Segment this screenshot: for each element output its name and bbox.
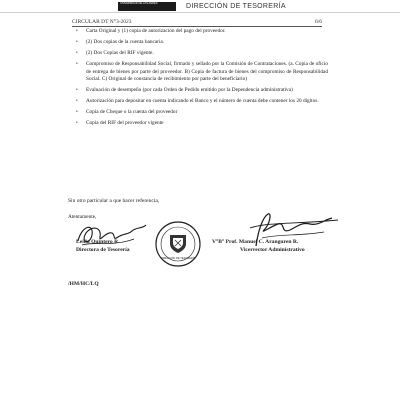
reference-initials: /HM/HC/LQ (68, 281, 99, 287)
circular-number: CIRCULAR DT N°3-2023 (72, 19, 132, 25)
list-item: • (2) Dos copias de la cuenta bancaria. (76, 38, 165, 45)
bullet-icon: • (76, 29, 78, 34)
list-item: • Copia de Cheque o la cuenta del proveedor (76, 109, 178, 116)
list-item: • (2) Dos Copias del RIF vigente. (76, 49, 154, 56)
greeting-line: Atentamente, (68, 214, 97, 220)
list-item: • Evaluación de desempeño (por cada Orden de Pedido emitido por la Dependencia administrativa) (76, 87, 293, 94)
department-title: DIRECCIÓN DE TESORERÍA (186, 2, 286, 10)
right-signatory-block (212, 238, 305, 254)
bullet-icon: • (76, 50, 78, 56)
letterhead (118, 0, 286, 12)
reference-underline (72, 26, 322, 27)
circular-reference-line (72, 19, 322, 25)
closing-line: Sin otro particular a que hacer referencia, (68, 198, 160, 204)
bullet-icon: • (76, 88, 78, 94)
seal-text: DIRECCIÓN DE TESORERÍA (160, 257, 196, 260)
right-signatory-role: Vicerrector Administrativo (240, 247, 305, 253)
left-signatory-name: Leida Quintero R. (76, 239, 120, 245)
left-signatory-block (76, 238, 130, 254)
bullet-icon: • (76, 121, 78, 127)
page-number: 6/6 (314, 19, 322, 25)
university-logo: UNIVERSIDAD DE LOS ANDES (118, 2, 176, 11)
header-divider (0, 12, 400, 13)
list-item: • Carta Original y (1) copia de autorización del pago del proveedor. (76, 28, 226, 34)
list-item: • Autorización para depositar en cuenta indicando el Banco y el número de cuenta debe contener los 20 dígitos. (76, 98, 319, 105)
list-item: • Copia del RIF del proveedor vigente (76, 120, 164, 127)
requirements-list (74, 28, 328, 131)
official-seal-icon (154, 220, 202, 268)
left-signatory-role: Directora de Tesorería (76, 247, 130, 253)
right-signatory-name: V°B° Prof. Manuel C. Aranguren R. (212, 239, 299, 245)
bullet-icon: • (76, 39, 78, 45)
bullet-icon: • (76, 61, 78, 67)
list-item: • Compromiso de Responsabilidad Social, firmado y sellado por la Comisión de Contrataciones. (a. Copia de oficio de entrega de bienes por parte del proveedor. B) Copia de factura de bienes del compromiso de Responsabilidad Social. C) Original de constancia de recibimiento por parte del beneficiario) (76, 60, 328, 83)
bullet-icon: • (76, 99, 78, 105)
bullet-icon: • (76, 110, 78, 116)
